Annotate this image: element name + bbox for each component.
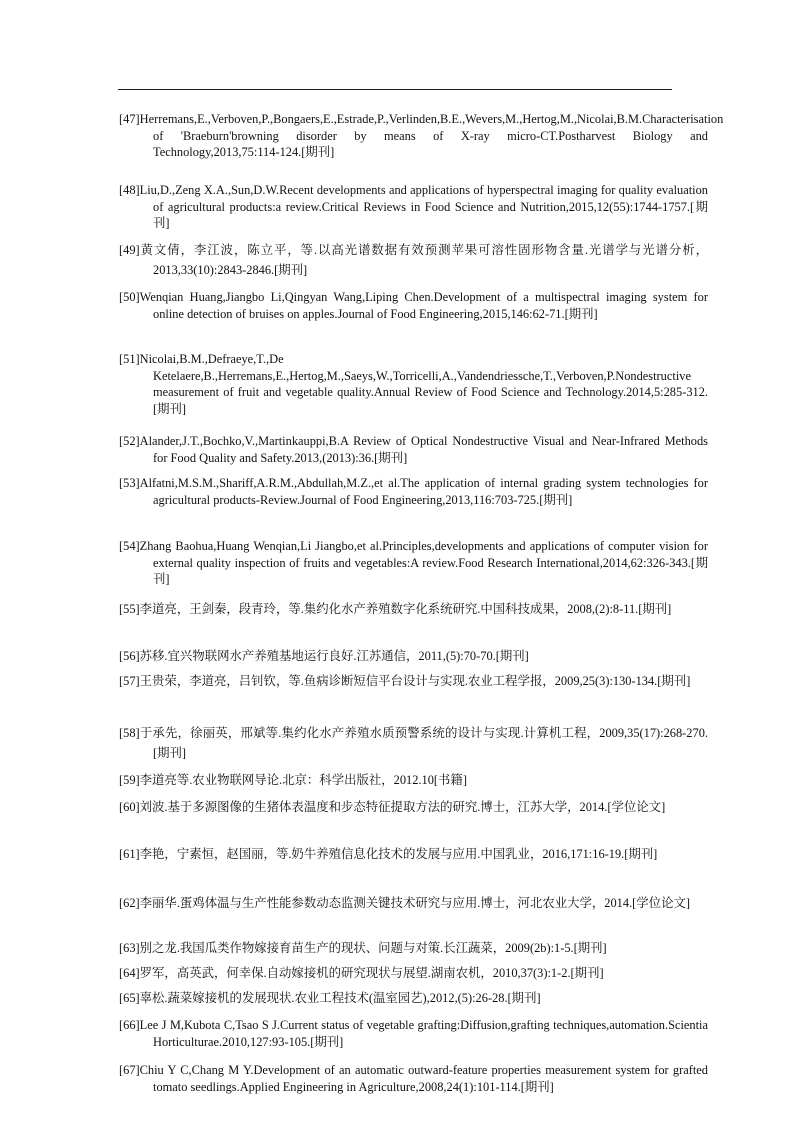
reference-item: [65]辜松.蔬菜嫁接机的发展现状.农业工程技术(温室园艺),2012,(5):26-28.[期刊]	[119, 991, 541, 1006]
reference-item: [53]Alfatni,M.S.M.,Shariff,A.R.M.,Abdullah,M.Z.,et al.The application of internal grading system technologies for agricultural products-Review.Journal of Food Engineering,2013,116:703-725.[期刊]	[119, 476, 708, 507]
header-rule	[118, 89, 672, 90]
reference-item: [59]李道亮等.农业物联网导论.北京：科学出版社，2012.10[书籍]	[119, 773, 467, 788]
reference-item: [51]Nicolai,B.M.,Defraeye,T.,De Ketelaere,B.,Herremans,E.,Hertog,M.,Saeys,W.,Torricelli,A.,Vandendriessche,T.,Verboven,P.Nondestructive measurement of fruit and vegetable quality.Annual Review of Food Science and Technology.2014,5:285-312.[期刊]	[119, 352, 708, 416]
reference-item: [64]罗军，高英武，何幸保.自动嫁接机的研究现状与展望.湖南农机，2010,37(3):1-2.[期刊]	[119, 966, 604, 981]
reference-item: [50]Wenqian Huang,Jiangbo Li,Qingyan Wang,Liping Chen.Development of a multispectral imaging system for online detection of bruises on apples.Journal of Food Engineering,2015,146:62-71.[期刊]	[119, 290, 708, 321]
reference-item: [62]李丽华.蛋鸡体温与生产性能参数动态监测关键技术研究与应用.博士，河北农业大学，2014.[学位论文]	[119, 896, 690, 911]
reference-item: [57]王贵荣，李道亮，吕钊钦，等.鱼病诊断短信平台设计与实现.农业工程学报，2009,25(3):130-134.[期刊]	[119, 674, 691, 689]
reference-item: [60]刘波.基于多源图像的生猪体表温度和步态特征提取方法的研究.博士，江苏大学，2014.[学位论文]	[119, 800, 666, 815]
reference-item: [54]Zhang Baohua,Huang Wenqian,Li Jiangbo,et al.Principles,developments and applications of computer vision for external quality inspection of fruits and vegetables:A review.Food Research International,2014,62:326-343.[期刊]	[119, 539, 708, 587]
reference-item: [56]苏移.宜兴物联网水产养殖基地运行良好.江苏通信，2011,(5):70-70.[期刊]	[119, 649, 529, 664]
reference-item: [47]Herremans,E.,Verboven,P.,Bongaers,E.,Estrade,P.,Verlinden,B.E.,Wevers,M.,Hertog,M.,Nicolai,B.M.Characterisation of 'Braeburn'browning disorder by means of X-ray micro-CT.Postharvest Biology and Technology,2013,75:114-124.[期刊]	[119, 112, 724, 160]
reference-item: [58]于承先，徐丽英，邢斌等.集约化水产养殖水质预警系统的设计与实现.计算机工程，2009,35(17):268-270.[期刊]	[119, 726, 708, 761]
reference-item: [61]李艳，宁素恒，赵国丽，等.奶牛养殖信息化技术的发展与应用.中国乳业，2016,171:16-19.[期刊]	[119, 847, 658, 862]
reference-item: [52]Alander,J.T.,Bochko,V.,Martinkauppi,B.A Review of Optical Nondestructive Visual and Near-Infrared Methods for Food Quality and Safety.2013,(2013):36.[期刊]	[119, 434, 708, 465]
reference-item: [63]别之龙.我国瓜类作物嫁接育苗生产的现状、问题与对策.长江蔬菜，2009(2b):1-5.[期刊]	[119, 941, 607, 956]
reference-item: [66]Lee J M,Kubota C,Tsao S J.Current status of vegetable grafting:Diffusion,grafting techniques,automation.Scientia Horticulturae.2010,127:93-105.[期刊]	[119, 1018, 708, 1049]
reference-item: [49]黄文倩，李江波，陈立平，等.以高光谱数据有效预测苹果可溶性固形物含量.光谱学与光谱分析，2013,33(10):2843-2846.[期刊]	[119, 243, 708, 278]
reference-item: [48]Liu,D.,Zeng X.A.,Sun,D.W.Recent developments and applications of hyperspectral imaging for quality evaluation of agricultural products:a review.Critical Reviews in Food Science and Nutrition,2015,12(55):1744-1757.[期刊]	[119, 183, 708, 231]
reference-item: [67]Chiu Y C,Chang M Y.Development of an automatic outward-feature properties measurement system for grafted tomato seedlings.Applied Engineering in Agriculture,2008,24(1):101-114.[期刊]	[119, 1063, 708, 1094]
reference-item: [55]李道亮，王剑秦，段青玲，等.集约化水产养殖数字化系统研究.中国科技成果，2008,(2):8-11.[期刊]	[119, 602, 672, 617]
